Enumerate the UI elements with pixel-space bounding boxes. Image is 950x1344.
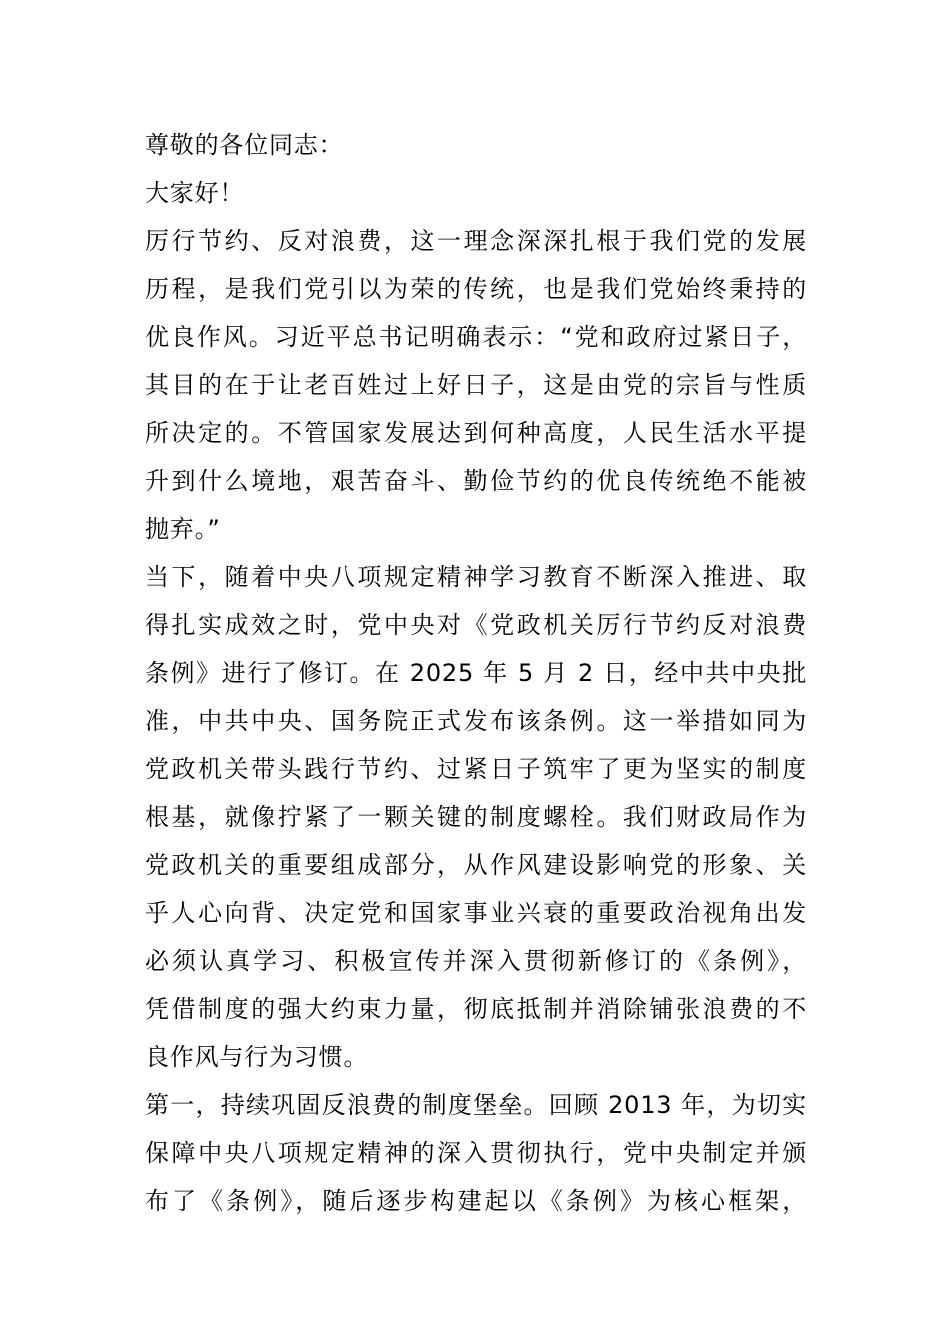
paragraph-3-line-1: 第一，持续巩固反浪费的制度堡垒。回顾 2013 年，为切实 — [145, 1091, 807, 1119]
paragraph-3-line-3: 布了《条例》，随后逐步构建起以《条例》为核心框架， — [145, 1187, 807, 1215]
paragraph-2-line-10: 凭借制度的强大约束力量，彻底抵制并消除铺张浪费的不 — [145, 995, 807, 1023]
paragraph-3-line-2: 保障中央八项规定精神的深入贯彻执行，党中央制定并颁 — [145, 1139, 807, 1167]
paragraph-2-line-3: 条例》进行了修订。在 2025 年 5 月 2 日，经中共中央批 — [145, 659, 807, 687]
paragraph-2-line-6: 根基，就像拧紧了一颗关键的制度螺栓。我们财政局作为 — [145, 803, 807, 831]
paragraph-1-line-6: 升到什么境地，艰苦奋斗、勤俭节约的优良传统绝不能被 — [145, 467, 807, 495]
document-body — [145, 121, 807, 1225]
paragraph-2-line-9: 必须认真学习、积极宣传并深入贯彻新修订的《条例》， — [145, 947, 807, 975]
paragraph-2-line-1: 当下，随着中央八项规定精神学习教育不断深入推进、取 — [145, 563, 807, 591]
paragraph-1-line-1: 厉行节约、反对浪费，这一理念深深扎根于我们党的发展 — [145, 227, 807, 255]
salutation: 尊敬的各位同志： — [145, 131, 344, 159]
paragraph-2-line-4: 准，中共中央、国务院正式发布该条例。这一举措如同为 — [145, 707, 807, 735]
paragraph-2-line-11: 良作风与行为习惯。 — [145, 1043, 369, 1071]
paragraph-1-line-4: 其目的在于让老百姓过上好日子，这是由党的宗旨与性质 — [145, 371, 807, 399]
paragraph-2-line-5: 党政机关带头践行节约、过紧日子筑牢了更为坚实的制度 — [145, 755, 807, 783]
paragraph-2-line-8: 乎人心向背、决定党和国家事业兴衰的重要政治视角出发 — [145, 899, 807, 927]
paragraph-1-line-3: 优良作风。习近平总书记明确表示：“党和政府过紧日子， — [145, 323, 807, 351]
paragraph-2-line-2: 得扎实成效之时，党中央对《党政机关厉行节约反对浪费 — [145, 611, 807, 639]
paragraph-1-line-2: 历程，是我们党引以为荣的传统，也是我们党始终秉持的 — [145, 275, 807, 303]
greeting: 大家好！ — [145, 179, 245, 207]
paragraph-2-line-7: 党政机关的重要组成部分，从作风建设影响党的形象、关 — [145, 851, 807, 879]
paragraph-1-line-7: 抛弃。” — [145, 515, 221, 543]
paragraph-1-line-5: 所决定的。不管国家发展达到何种高度，人民生活水平提 — [145, 419, 807, 447]
